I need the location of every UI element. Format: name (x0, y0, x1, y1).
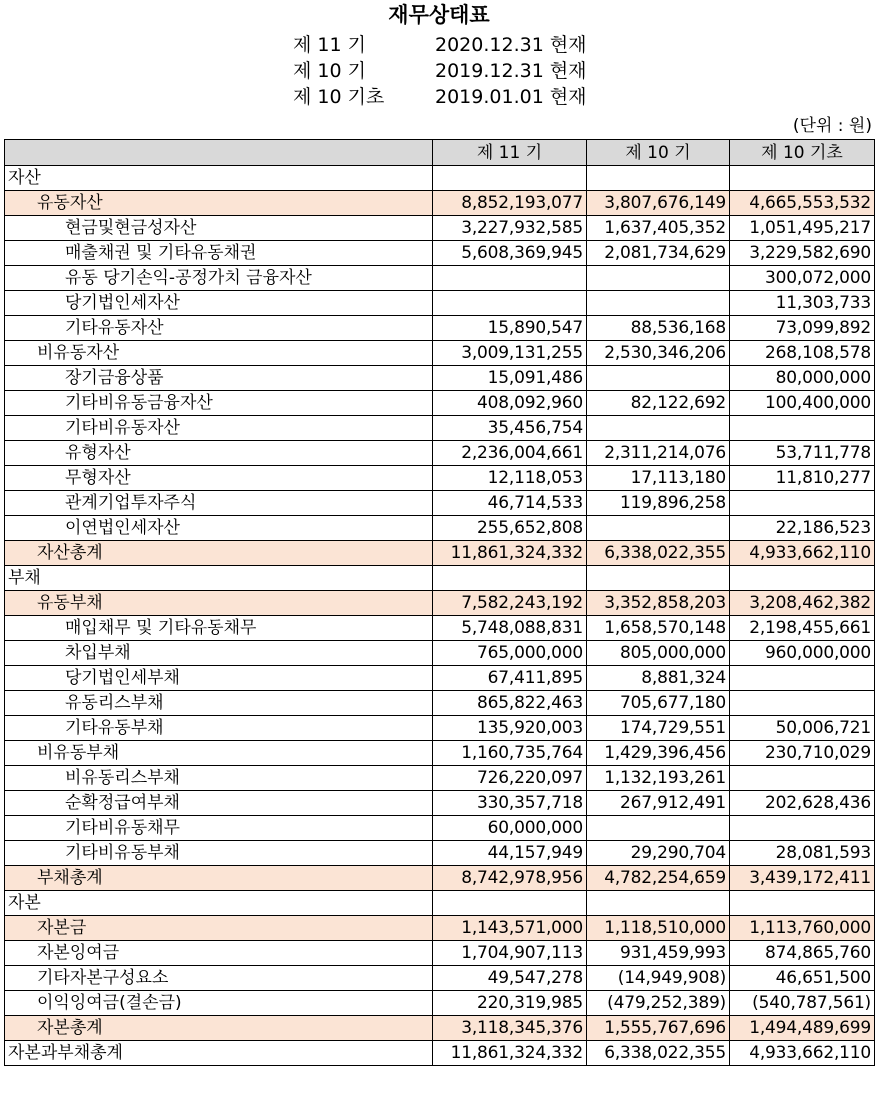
table-row (5, 466, 875, 491)
value-prior-period: 17,113,180 (587, 466, 730, 491)
header-current-period: 제 11 기 (433, 140, 587, 166)
value-current-period: 255,652,808 (433, 516, 587, 541)
value-current-period: 1,160,735,764 (433, 741, 587, 766)
value-current-period: 7,582,243,192 (433, 591, 587, 616)
table-row (5, 266, 875, 291)
header-row (5, 140, 875, 166)
value-prior-opening: 268,108,578 (730, 341, 875, 366)
value-prior-opening: 1,051,495,217 (730, 216, 875, 241)
account-label: 차입부채 (5, 641, 433, 666)
value-current-period: 135,920,003 (433, 716, 587, 741)
period-date: 2019.01.01 현재 (435, 86, 587, 108)
value-prior-opening: 28,081,593 (730, 841, 875, 866)
period-label: 제 10 기 (293, 60, 366, 82)
value-current-period: 8,852,193,077 (433, 191, 587, 216)
value-prior-period: 6,338,022,355 (587, 541, 730, 566)
value-prior-period: 1,637,405,352 (587, 216, 730, 241)
table-row (5, 991, 875, 1016)
value-prior-period (587, 266, 730, 291)
value-prior-opening: 11,810,277 (730, 466, 875, 491)
period-date: 2019.12.31 현재 (435, 60, 587, 82)
value-prior-period: 119,896,258 (587, 491, 730, 516)
account-label: 기타자본구성요소 (5, 966, 433, 991)
value-prior-opening: 73,099,892 (730, 316, 875, 341)
table-row (5, 491, 875, 516)
table-row (5, 341, 875, 366)
value-current-period: 15,890,547 (433, 316, 587, 341)
value-prior-period (587, 166, 730, 191)
account-label: 부채총계 (5, 866, 433, 891)
value-prior-period: 1,429,396,456 (587, 741, 730, 766)
account-label: 순확정급여부채 (5, 791, 433, 816)
account-label: 자본총계 (5, 1016, 433, 1041)
value-prior-period: 2,081,734,629 (587, 241, 730, 266)
value-prior-period: 1,118,510,000 (587, 916, 730, 941)
table-row (5, 791, 875, 816)
value-current-period: 15,091,486 (433, 366, 587, 391)
value-current-period: 11,861,324,332 (433, 1041, 587, 1066)
value-current-period: 8,742,978,956 (433, 866, 587, 891)
value-prior-period: 267,912,491 (587, 791, 730, 816)
value-prior-opening: 50,006,721 (730, 716, 875, 741)
value-current-period: 67,411,895 (433, 666, 587, 691)
account-label: 당기법인세자산 (5, 291, 433, 316)
value-prior-opening (730, 666, 875, 691)
value-prior-opening (730, 766, 875, 791)
value-current-period (433, 891, 587, 916)
table-row (5, 566, 875, 591)
account-label: 자본금 (5, 916, 433, 941)
value-prior-period: 2,311,214,076 (587, 441, 730, 466)
value-current-period: 2,236,004,661 (433, 441, 587, 466)
account-label: 기타유동자산 (5, 316, 433, 341)
value-current-period: 5,748,088,831 (433, 616, 587, 641)
value-prior-period: 805,000,000 (587, 641, 730, 666)
account-label: 매출채권 및 기타유동채권 (5, 241, 433, 266)
account-label: 유동 당기손익-공정가치 금융자산 (5, 266, 433, 291)
value-current-period (433, 166, 587, 191)
value-prior-period: 705,677,180 (587, 691, 730, 716)
account-label: 당기법인세부채 (5, 666, 433, 691)
value-prior-period: 1,658,570,148 (587, 616, 730, 641)
value-prior-opening: 46,651,500 (730, 966, 875, 991)
value-prior-period: 8,881,324 (587, 666, 730, 691)
table-row (5, 441, 875, 466)
value-prior-period: 3,352,858,203 (587, 591, 730, 616)
value-prior-period (587, 366, 730, 391)
value-prior-period (587, 891, 730, 916)
value-prior-opening: 53,711,778 (730, 441, 875, 466)
value-prior-opening (730, 891, 875, 916)
table-row (5, 541, 875, 566)
period-line-prior-opening (293, 84, 587, 110)
value-current-period: 49,547,278 (433, 966, 587, 991)
table-row (5, 241, 875, 266)
value-prior-opening (730, 166, 875, 191)
value-prior-period: 82,122,692 (587, 391, 730, 416)
value-prior-opening: 3,439,172,411 (730, 866, 875, 891)
period-line-current (293, 32, 587, 58)
value-prior-period: 174,729,551 (587, 716, 730, 741)
table-row (5, 416, 875, 441)
value-prior-opening: 11,303,733 (730, 291, 875, 316)
value-current-period: 3,009,131,255 (433, 341, 587, 366)
account-label: 자산총계 (5, 541, 433, 566)
value-prior-opening (730, 566, 875, 591)
account-label: 이익잉여금(결손금) (5, 991, 433, 1016)
value-current-period (433, 566, 587, 591)
table-row (5, 216, 875, 241)
value-prior-opening: 100,400,000 (730, 391, 875, 416)
value-current-period: 44,157,949 (433, 841, 587, 866)
value-current-period: 726,220,097 (433, 766, 587, 791)
value-prior-opening (730, 491, 875, 516)
value-prior-opening: 1,494,489,699 (730, 1016, 875, 1041)
table-row (5, 691, 875, 716)
value-prior-opening: 4,933,662,110 (730, 1041, 875, 1066)
value-current-period: 60,000,000 (433, 816, 587, 841)
value-current-period: 11,861,324,332 (433, 541, 587, 566)
table-row (5, 591, 875, 616)
table-row (5, 1041, 875, 1066)
value-current-period: 1,704,907,113 (433, 941, 587, 966)
value-current-period: 12,118,053 (433, 466, 587, 491)
value-current-period: 408,092,960 (433, 391, 587, 416)
header-prior-opening: 제 10 기초 (730, 140, 875, 166)
value-current-period: 220,319,985 (433, 991, 587, 1016)
period-date: 2020.12.31 현재 (435, 34, 587, 56)
value-prior-opening: 960,000,000 (730, 641, 875, 666)
value-prior-period: 3,807,676,149 (587, 191, 730, 216)
value-prior-period: 88,536,168 (587, 316, 730, 341)
value-current-period: 46,714,533 (433, 491, 587, 516)
value-prior-opening: 874,865,760 (730, 941, 875, 966)
value-prior-opening: 4,665,553,532 (730, 191, 875, 216)
account-label: 비유동자산 (5, 341, 433, 366)
table-row (5, 941, 875, 966)
value-prior-period: (14,949,908) (587, 966, 730, 991)
table-row (5, 866, 875, 891)
unit-note: (단위 : 원) (792, 116, 872, 136)
value-current-period: 865,822,463 (433, 691, 587, 716)
value-prior-period (587, 816, 730, 841)
table-row (5, 316, 875, 341)
value-prior-period (587, 566, 730, 591)
value-prior-period: 2,530,346,206 (587, 341, 730, 366)
value-prior-opening: (540,787,561) (730, 991, 875, 1016)
value-prior-opening: 1,113,760,000 (730, 916, 875, 941)
account-label: 유동자산 (5, 191, 433, 216)
value-current-period (433, 266, 587, 291)
statement-title: 재무상태표 (388, 3, 490, 27)
period-label: 제 11 기 (293, 34, 366, 56)
value-current-period: 3,118,345,376 (433, 1016, 587, 1041)
value-prior-opening: 230,710,029 (730, 741, 875, 766)
account-label: 비유동리스부채 (5, 766, 433, 791)
value-prior-opening: 22,186,523 (730, 516, 875, 541)
value-prior-period (587, 291, 730, 316)
table-row (5, 516, 875, 541)
table-body (5, 166, 875, 1066)
account-label: 비유동부채 (5, 741, 433, 766)
table-row (5, 766, 875, 791)
account-label: 자산 (5, 166, 433, 191)
value-prior-opening: 3,229,582,690 (730, 241, 875, 266)
table-row (5, 1016, 875, 1041)
account-label: 기타유동부채 (5, 716, 433, 741)
header-prior-period: 제 10 기 (587, 140, 730, 166)
value-prior-period: 931,459,993 (587, 941, 730, 966)
account-label: 부채 (5, 566, 433, 591)
value-prior-period (587, 416, 730, 441)
value-prior-opening: 4,933,662,110 (730, 541, 875, 566)
value-current-period (433, 291, 587, 316)
value-prior-opening (730, 816, 875, 841)
table-row (5, 616, 875, 641)
value-prior-opening: 80,000,000 (730, 366, 875, 391)
table-row (5, 166, 875, 191)
account-label: 기타비유동금융자산 (5, 391, 433, 416)
table-row (5, 966, 875, 991)
account-label: 유동리스부채 (5, 691, 433, 716)
value-prior-opening: 3,208,462,382 (730, 591, 875, 616)
value-prior-period (587, 516, 730, 541)
value-prior-opening: 202,628,436 (730, 791, 875, 816)
table-row (5, 666, 875, 691)
account-label: 기타비유동자산 (5, 416, 433, 441)
table-row (5, 191, 875, 216)
header-account (5, 140, 433, 166)
account-label: 자본잉여금 (5, 941, 433, 966)
value-prior-opening (730, 416, 875, 441)
value-current-period: 765,000,000 (433, 641, 587, 666)
value-prior-opening: 2,198,455,661 (730, 616, 875, 641)
table-row (5, 741, 875, 766)
period-line-prior (293, 58, 587, 84)
value-prior-period: (479,252,389) (587, 991, 730, 1016)
value-current-period: 1,143,571,000 (433, 916, 587, 941)
account-label: 무형자산 (5, 466, 433, 491)
account-label: 유형자산 (5, 441, 433, 466)
table-row (5, 391, 875, 416)
value-prior-period: 4,782,254,659 (587, 866, 730, 891)
table-row (5, 841, 875, 866)
value-current-period: 330,357,718 (433, 791, 587, 816)
table-row (5, 366, 875, 391)
table-row (5, 716, 875, 741)
table-row (5, 891, 875, 916)
balance-sheet-table (4, 139, 875, 1066)
table-row (5, 816, 875, 841)
value-prior-period: 6,338,022,355 (587, 1041, 730, 1066)
period-label: 제 10 기초 (293, 86, 385, 108)
table-row (5, 641, 875, 666)
account-label: 매입채무 및 기타유동채무 (5, 616, 433, 641)
account-label: 장기금융상품 (5, 366, 433, 391)
account-label: 관계기업투자주식 (5, 491, 433, 516)
value-prior-period: 29,290,704 (587, 841, 730, 866)
account-label: 기타비유동부채 (5, 841, 433, 866)
value-current-period: 3,227,932,585 (433, 216, 587, 241)
table-row (5, 291, 875, 316)
value-current-period: 5,608,369,945 (433, 241, 587, 266)
account-label: 현금및현금성자산 (5, 216, 433, 241)
value-prior-opening (730, 691, 875, 716)
account-label: 자본 (5, 891, 433, 916)
value-prior-period: 1,555,767,696 (587, 1016, 730, 1041)
account-label: 유동부채 (5, 591, 433, 616)
account-label: 이연법인세자산 (5, 516, 433, 541)
value-current-period: 35,456,754 (433, 416, 587, 441)
account-label: 자본과부채총계 (5, 1041, 433, 1066)
table-row (5, 916, 875, 941)
value-prior-period: 1,132,193,261 (587, 766, 730, 791)
account-label: 기타비유동채무 (5, 816, 433, 841)
value-prior-opening: 300,072,000 (730, 266, 875, 291)
